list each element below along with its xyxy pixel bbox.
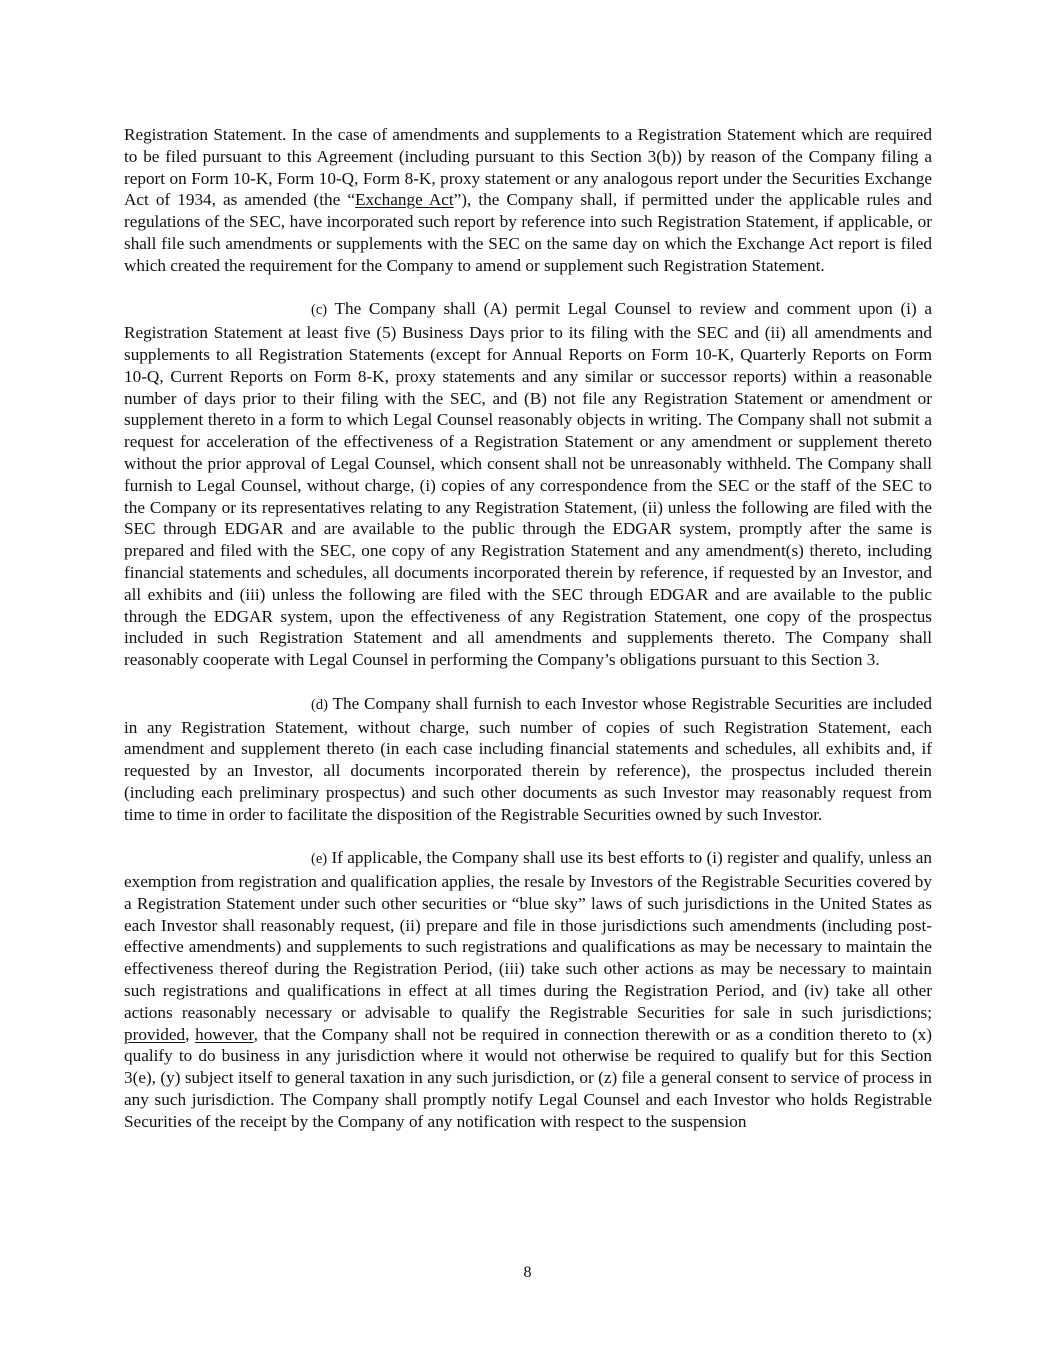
page-number: 8 [523, 1264, 532, 1281]
paragraph-text: The Company shall furnish to each Investor whose Registrable Securities are included in any Registration Statement, without charge, such number of copies of such Registration Statement, each amendment and supplement thereto (in each case including financial statements and schedules, all exhibits and, if requested by an Investor, all documents incorporated therein by reference), the prospectus included therein (including each preliminary prospectus) and such other documents as such Investor may reasonably request from time to time in order to facilitate the disposition of the Registrable Securities owned by such Investor. [124, 693, 932, 824]
paragraph-text: , that the Company shall not be required in connection therewith or as a condition thereto to (x) qualify to do business in any jurisdiction where it would not otherwise be required to qualify but for this Section 3(e), (y) subject itself to general taxation in any such jurisdiction, or (z) file a general consent to service of process in any such jurisdiction. The Company shall promptly notify Legal Counsel and each Investor who holds Registrable Securities of the receipt by the Company of any notification with respect to the suspension [124, 1024, 932, 1131]
paragraph-c [124, 298, 932, 671]
paragraph-text: The Company shall (A) permit Legal Counsel to review and comment upon (i) a Registration Statement at least five (5) Business Days prior to its filing with the SEC and (ii) all amendments and supplements to all Registration Statements (except for Annual Reports on Form 10-K, Quarterly Reports on Form 10-Q, Current Reports on Form 8-K, proxy statements and any similar or successor reports) within a reasonable number of days prior to their filing with the SEC, and (B) not file any Registration Statement or amendment or supplement thereto in a form to which Legal Counsel reasonably objects in writing. The Company shall not submit a request for acceleration of the effectiveness of a Registration Statement or any amendment or supplement thereto without the prior approval of Legal Counsel, which consent shall not be unreasonably withheld. The Company shall furnish to Legal Counsel, without charge, (i) copies of any correspondence from the SEC or the staff of the SEC to the Company or its representatives relating to any Registration Statement, (ii) unless the following are filed with the SEC through EDGAR and are available to the public through the EDGAR system, promptly after the same is prepared and filed with the SEC, one copy of any Registration Statement and any amendment(s) thereto, including financial statements and schedules, all documents incorporated therein by reference, if requested by an Investor, and all exhibits and (iii) unless the following are filed with the SEC through EDGAR and are available to the public through the EDGAR system, upon the effectiveness of any Registration Statement, one copy of the prospectus included in such Registration Statement and all amendments and supplements thereto. The Company shall reasonably cooperate with Legal Counsel in performing the Company’s obligations pursuant to this Section 3. [124, 299, 932, 670]
defined-term-exchange-act: Exchange Act [354, 190, 454, 210]
paragraph-e [124, 847, 932, 1132]
paragraph-label: (d) [311, 696, 328, 713]
paragraph-text: ”), the Company shall, if permitted under the applicable rules and regulations of the SEC, have incorporated such report by reference into such Registration Statement, if applicable, or shall file such amendments or supplements with the SEC on the same day on which the Exchange Act report is filed which created the requirement for the Company to amend or supplement such Registration Statement. [124, 190, 932, 275]
term-provided: provided [124, 1024, 186, 1044]
paragraph-text: If applicable, the Company shall use its best efforts to (i) register and qualify, unless an exemption from registration and qualification applies, the resale by Investors of the Registrable Securities covered by a Registration Statement under such other securities or “blue sky” laws of such jurisdictions in the United States as each Investor shall reasonably request, (ii) prepare and file in those jurisdictions such amendments (including post-effective amendments) and supplements to such registrations and qualifications as may be necessary to maintain the effectiveness thereof during the Registration Period, (iii) take such other actions as may be necessary to maintain such registrations and qualifications in effect at all times during the Registration Period, and (iv) take all other actions reasonably necessary or advisable to qualify the Registrable Securities for sale in such jurisdictions; [124, 848, 932, 1022]
paragraph-b-continuation [124, 124, 932, 277]
separator: , [185, 1024, 196, 1044]
paragraph-d [124, 693, 932, 826]
term-however: however [195, 1024, 254, 1044]
paragraph-label: (c) [311, 302, 328, 319]
paragraph-text: Registration Statement. In the case of amendments and supplements to a Registration Statement which are required to be filed pursuant to this Agreement (including pursuant to this Section 3(b)) by reason of the Company filing a report on Form 10-K, Form 10-Q, Form 8-K, proxy statement or any analogous report under the Securities Exchange Act of 1934, as amended (the “ [124, 125, 932, 210]
document-body [124, 124, 932, 1154]
paragraph-label: (e) [311, 851, 328, 868]
